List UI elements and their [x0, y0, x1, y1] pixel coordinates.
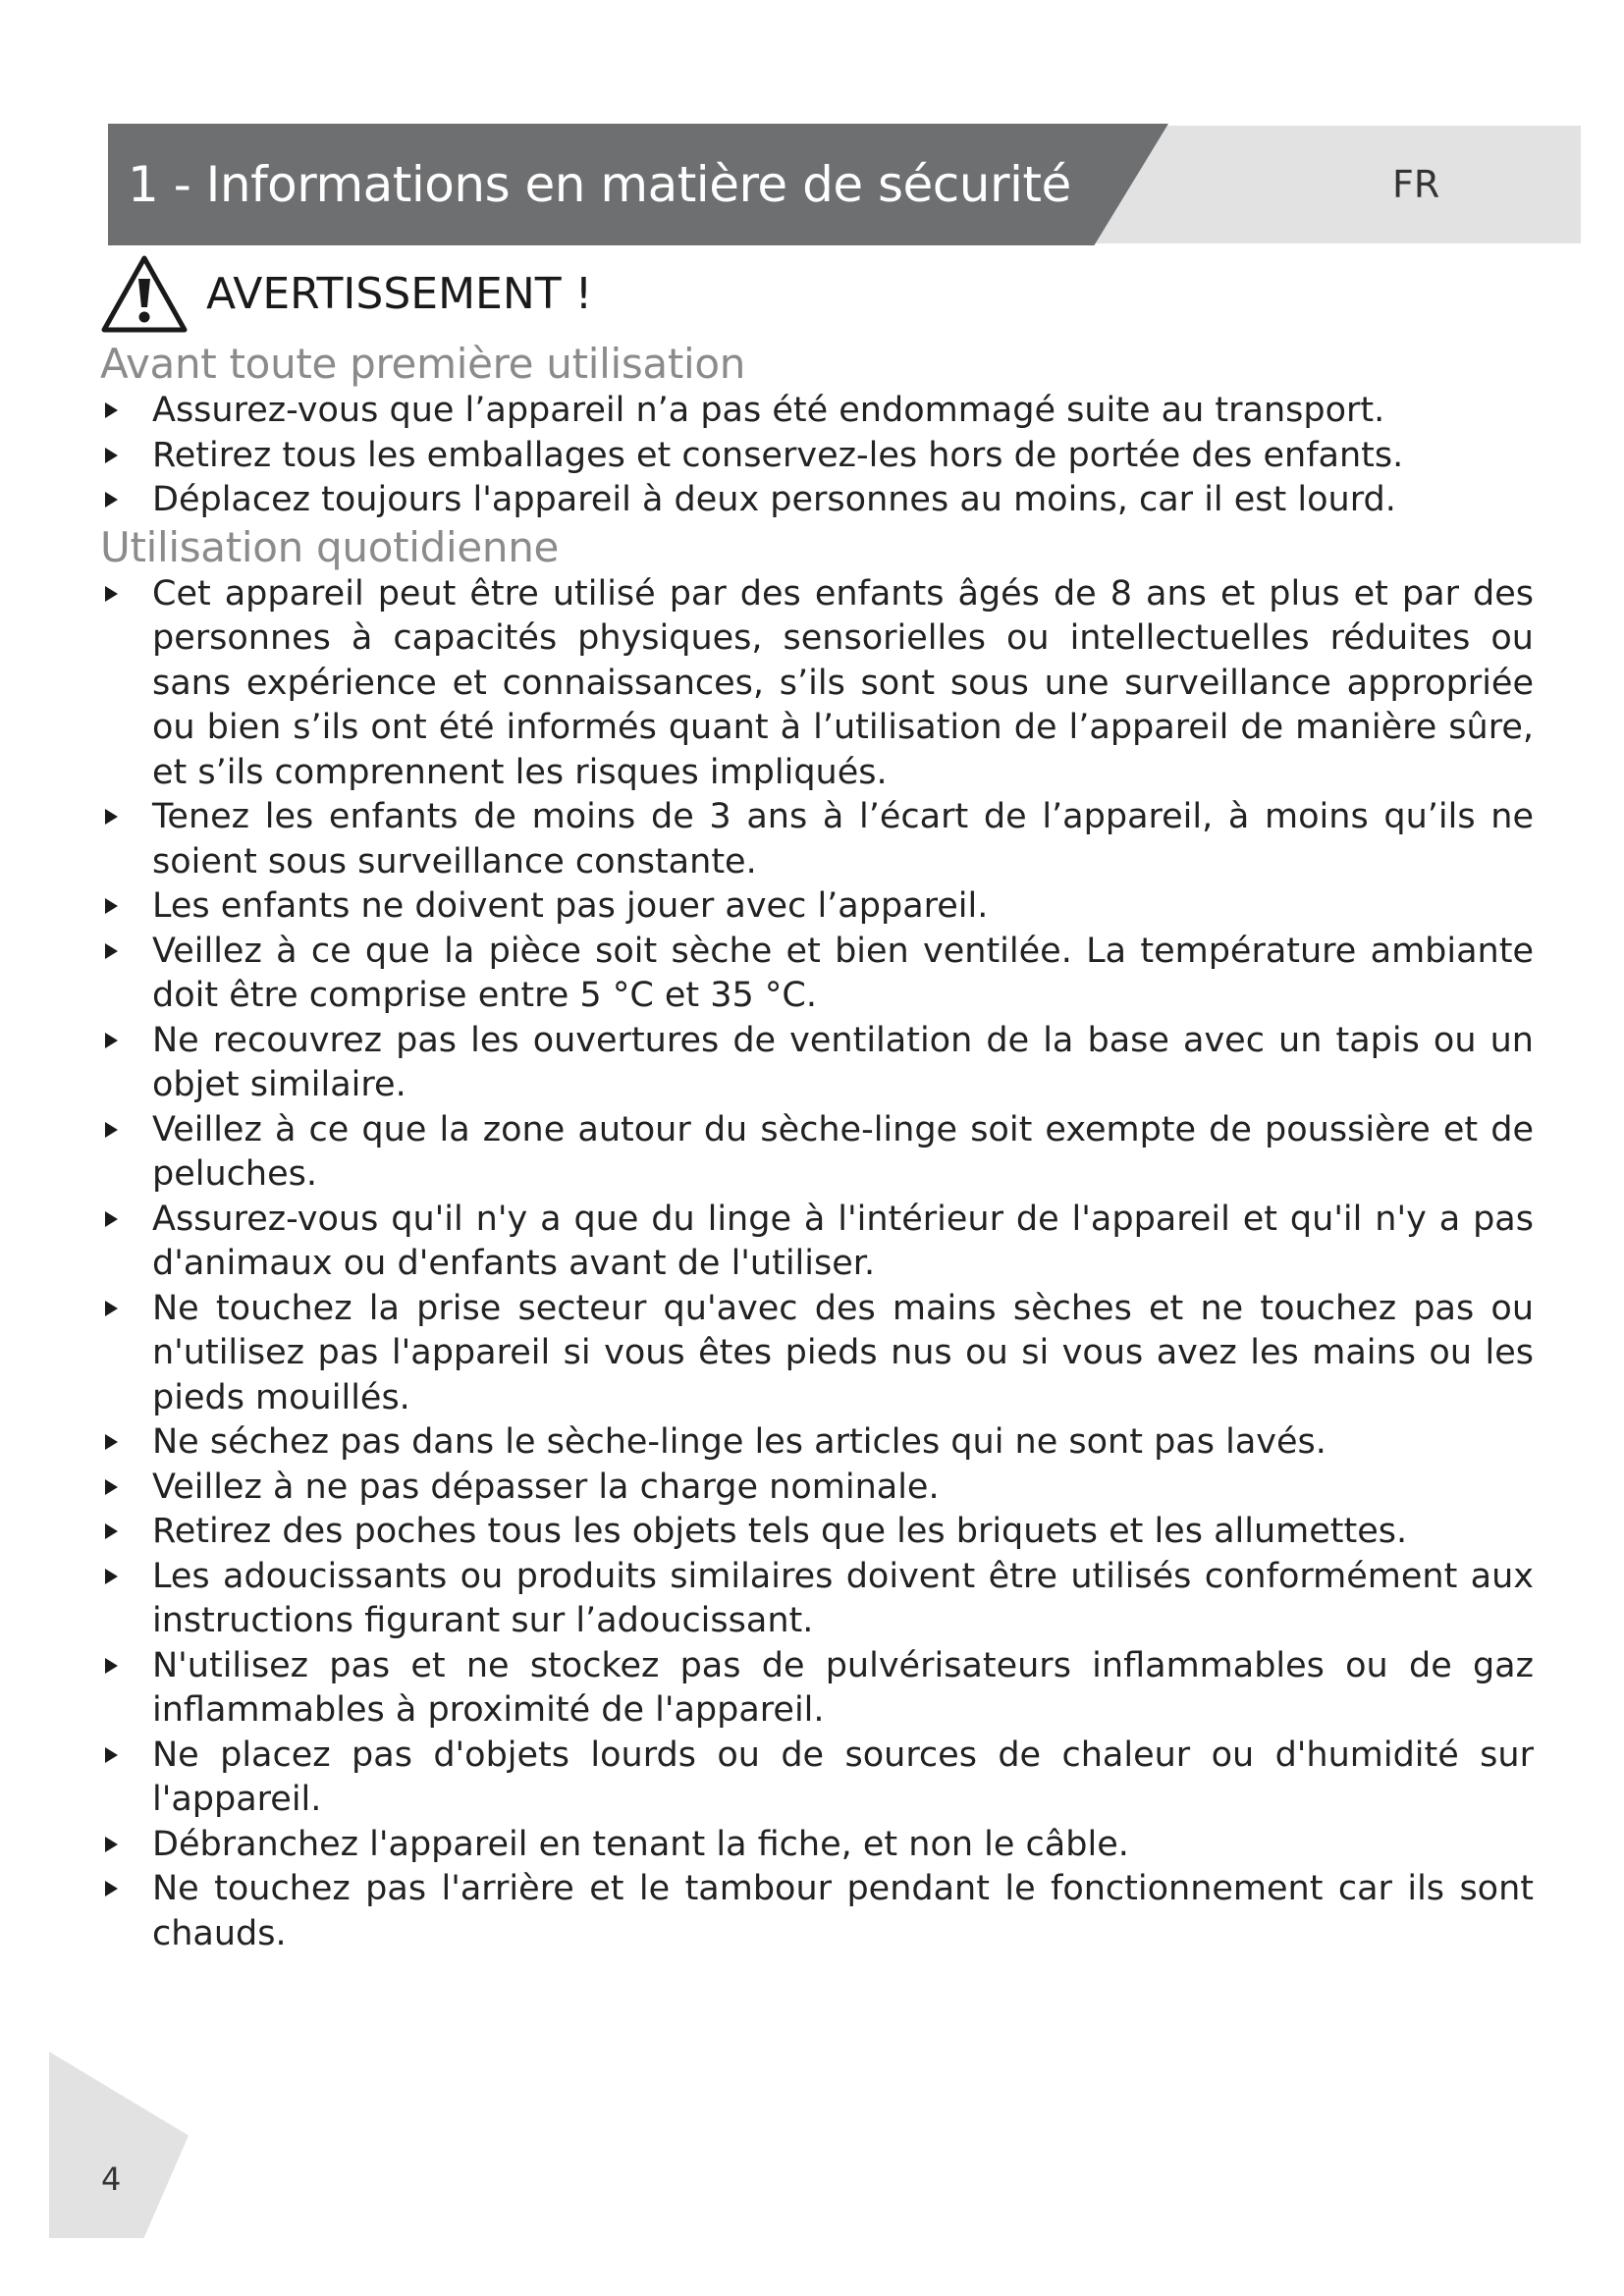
bullet-triangle-icon — [105, 1837, 118, 1852]
bullet-triangle-icon — [105, 1479, 118, 1495]
page-number: 4 — [101, 2161, 122, 2198]
bullet-triangle-icon — [105, 402, 118, 418]
bullet-triangle-icon — [105, 1747, 118, 1763]
bullet-triangle-icon — [105, 898, 118, 914]
list-item: Veillez à ce que la pièce soit sèche et bien ventilée. La température ambiante doit être comprise entre 5 °C et 35 °C. — [100, 930, 1534, 1019]
bullet-triangle-icon — [105, 1301, 118, 1316]
bullet-triangle-icon — [105, 1122, 118, 1138]
list-item: Ne recouvrez pas les ouvertures de ventilation de la base avec un tapis ou un objet similaire. — [100, 1019, 1534, 1108]
list-item: Ne touchez pas l'arrière et le tambour pendant le fonctionnement car ils sont chauds. — [100, 1867, 1534, 1956]
list-item: Retirez tous les emballages et conservez-les hors de portée des enfants. — [100, 434, 1534, 479]
section-heading-before-first-use: Avant toute première utilisation — [100, 340, 746, 388]
list-item: Veillez à ne pas dépasser la charge nominale. — [100, 1466, 1534, 1511]
list-item: Veillez à ce que la zone autour du sèche-linge soit exempte de poussière et de peluches. — [100, 1108, 1534, 1198]
daily-use-list — [100, 572, 1534, 1957]
list-item: Ne placez pas d'objets lourds ou de sources de chaleur ou d'humidité sur l'appareil. — [100, 1734, 1534, 1823]
list-item: Ne séchez pas dans le sèche-linge les articles qui ne sont pas lavés. — [100, 1420, 1534, 1466]
list-item: N'utilisez pas et ne stockez pas de pulvérisateurs inflammables ou de gaz inflammables à proximité de l'appareil. — [100, 1644, 1534, 1734]
list-item: Retirez des poches tous les objets tels que les briquets et les allumettes. — [100, 1510, 1534, 1555]
list-item: Les adoucissants ou produits similaires doivent être utilisés conformément aux instructions figurant sur l’adoucissant. — [100, 1555, 1534, 1644]
bullet-triangle-icon — [105, 586, 118, 602]
footer-page-tab — [49, 2052, 189, 2238]
header-language-tab — [1090, 126, 1581, 243]
warning-triangle-icon — [100, 253, 189, 336]
bullet-triangle-icon — [105, 1033, 118, 1048]
safety-content — [100, 340, 1534, 1956]
bullet-triangle-icon — [105, 1523, 118, 1539]
warning-title: AVERTISSEMENT ! — [206, 269, 593, 319]
bullet-triangle-icon — [105, 492, 118, 507]
bullet-triangle-icon — [105, 1434, 118, 1450]
bullet-triangle-icon — [105, 1881, 118, 1896]
list-item: Cet appareil peut être utilisé par des enfants âgés de 8 ans et plus et par des personnes à capacités physiques, sensorielles ou intellectuelles réduites ou sans expérience et connaissances, s’ils sont sous une surveillance appropriée ou bien s’ils ont été informés quant à l’utilisation de l’appareil de manière sûre, et s’ils comprennent les risques impliqués. — [100, 572, 1534, 796]
section-heading-daily-use: Utilisation quotidienne — [100, 522, 560, 571]
list-item: Tenez les enfants de moins de 3 ans à l’écart de l’appareil, à moins qu’ils ne soient sous surveillance constante. — [100, 795, 1534, 884]
bullet-triangle-icon — [105, 1658, 118, 1674]
list-item: Déplacez toujours l'appareil à deux personnes au moins, car il est lourd. — [100, 478, 1534, 523]
before-first-use-list — [100, 389, 1534, 523]
page-title: 1 - Informations en matière de sécurité — [128, 156, 1071, 213]
list-item: Les enfants ne doivent pas jouer avec l’appareil. — [100, 884, 1534, 930]
list-item: Ne touchez la prise secteur qu'avec des mains sèches et ne touchez pas ou n'utilisez pas l'appareil si vous êtes pieds nus ou si vous avez les mains ou les pieds mouillés. — [100, 1287, 1534, 1421]
list-item: Assurez-vous que l’appareil n’a pas été endommagé suite au transport. — [100, 389, 1534, 434]
list-item: Débranchez l'appareil en tenant la fiche, et non le câble. — [100, 1823, 1534, 1868]
bullet-triangle-icon — [105, 809, 118, 825]
language-code: FR — [1392, 163, 1440, 206]
list-item: Assurez-vous qu'il n'y a que du linge à l'intérieur de l'appareil et qu'il n'y a pas d'animaux ou d'enfants avant de l'utiliser. — [100, 1198, 1534, 1287]
bullet-triangle-icon — [105, 1211, 118, 1227]
bullet-triangle-icon — [105, 448, 118, 463]
bullet-triangle-icon — [105, 1569, 118, 1584]
bullet-triangle-icon — [105, 943, 118, 959]
